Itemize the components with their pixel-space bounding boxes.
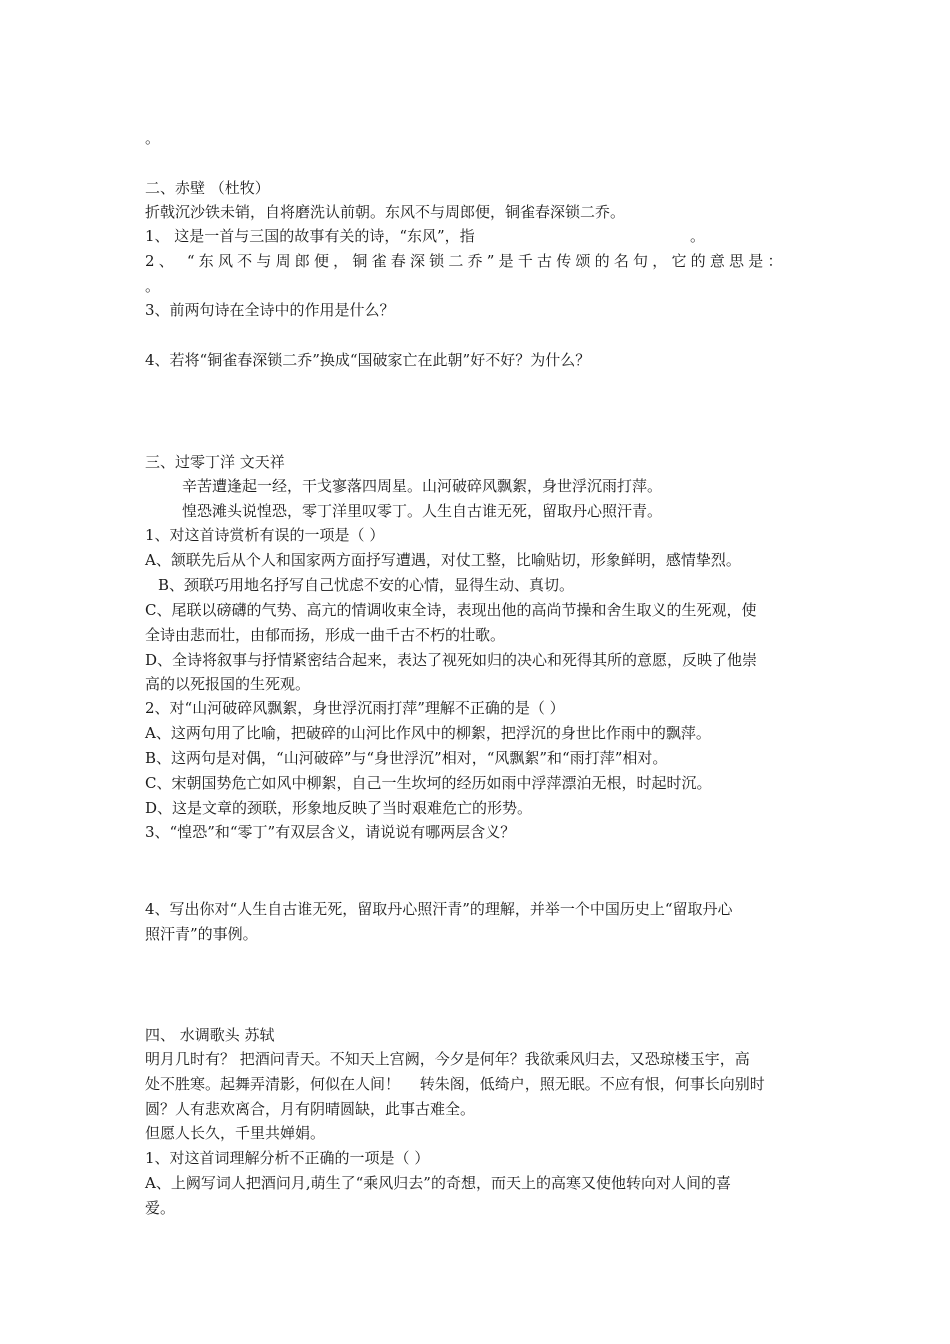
section4-q1-option-a-line2: 爱。	[145, 1199, 176, 1217]
section3-q1: 1、对这首诗赏析有误的一项是（ ）	[145, 526, 385, 544]
section2-q4: 4、若将“铜雀春深锁二乔”换成“国破家亡在此朝”好不好？为什么？	[145, 351, 591, 369]
section3-q3: 3、“惶恐”和“零丁”有双层含义，请说说有哪两层含义？	[145, 823, 516, 841]
section2-q1-end: 。	[690, 227, 706, 245]
section2-title: 二、赤壁 （杜牧）	[145, 179, 270, 197]
section3-title: 三、过零丁洋 文天祥	[145, 453, 285, 471]
section2-q2-end: 。	[145, 277, 161, 295]
section4-title: 四、 水调歌头 苏轼	[145, 1026, 275, 1044]
section3-q4-line1: 4、写出你对“人生自古谁无死，留取丹心照汗青”的理解，并举一个中国历史上“留取丹心	[145, 900, 733, 918]
section3-q1-option-d-line2: 高的以死报国的生死观。	[145, 675, 311, 693]
section4-poem-line1: 明月几时有？ 把酒问青天。不知天上宫阙，今夕是何年？我欲乘风归去，又恐琼楼玉宇，高	[145, 1050, 750, 1068]
section2-q1-text: 1、 这是一首与三国的故事有关的诗，“东风”，指	[145, 227, 475, 245]
top-mark: 。	[145, 129, 161, 147]
section3-q2-option-c: C、宋朝国势危亡如风中柳絮，自己一生坎坷的经历如雨中浮萍漂泊无根，时起时沉。	[145, 774, 712, 792]
section4-poem-line4: 但愿人长久，千里共婵娟。	[145, 1124, 326, 1142]
section3-q1-option-c-line1: C、尾联以磅礴的气势、高亢的情调收束全诗，表现出他的高尚节操和舍生取义的生死观，使	[145, 601, 757, 619]
section3-q2-option-b: B、这两句是对偶，“山河破碎”与“身世浮沉”相对，“风飘絮”和“雨打萍”相对。	[145, 749, 668, 767]
section3-q1-option-a: A、颔联先后从个人和国家两方面抒写遭遇，对仗工整，比喻贴切，形象鲜明，感情挚烈。	[145, 551, 741, 569]
section4-q1: 1、对这首词理解分析不正确的一项是（ ）	[145, 1149, 430, 1167]
section3-poem-line1: 辛苦遭逢起一经，干戈寥落四周星。山河破碎风飘絮，身世浮沉雨打萍。	[182, 477, 663, 495]
section3-q1-option-b: B、颈联巧用地名抒写自己忧虑不安的心情，显得生动、真切。	[158, 576, 575, 594]
section4-q1-option-a-line1: A、上阙写词人把酒问月,萌生了“乘风归去”的奇想，而天上的高寒又使他转向对人间的喜	[145, 1174, 731, 1192]
section3-q1-option-c-line2: 全诗由悲而壮，由郁而扬，形成一曲千古不朽的壮歌。	[145, 626, 506, 644]
section2-poem: 折戟沉沙铁未销，自将磨洗认前朝。东风不与周郎便，铜雀春深锁二乔。	[145, 203, 626, 221]
section3-q2-option-a: A、这两句用了比喻，把破碎的山河比作风中的柳絮，把浮沉的身世比作雨中的飘萍。	[145, 724, 711, 742]
section2-q1	[145, 224, 810, 248]
section3-q4-line2: 照汗青”的事例。	[145, 925, 258, 943]
section2-q3: 3、前两句诗在全诗中的作用是什么？	[145, 301, 395, 319]
section3-q1-option-d-line1: D、全诗将叙事与抒情紧密结合起来，表达了视死如归的决心和死得其所的意愿，反映了他崇	[145, 651, 758, 669]
section3-poem-line2: 惶恐滩头说惶恐，零丁洋里叹零丁。人生自古谁无死，留取丹心照汗青。	[182, 502, 663, 520]
section3-q2: 2、对“山河破碎风飘絮，身世浮沉雨打萍”理解不正确的是（ ）	[145, 699, 565, 717]
section2-q2: 2、 “东风不与周郎便，铜雀春深锁二乔”是千古传颂的名句，它的意思是：	[145, 252, 787, 270]
section3-q2-option-d: D、这是文章的颈联，形象地反映了当时艰难危亡的形势。	[145, 799, 533, 817]
section4-poem-line2: 处不胜寒。起舞弄清影，何似在人间！ 转朱阁，低绮户，照无眠。不应有恨，何事长向别时	[145, 1075, 765, 1093]
section4-poem-line3: 圆？人有悲欢离合，月有阴晴圆缺，此事古难全。	[145, 1100, 476, 1118]
